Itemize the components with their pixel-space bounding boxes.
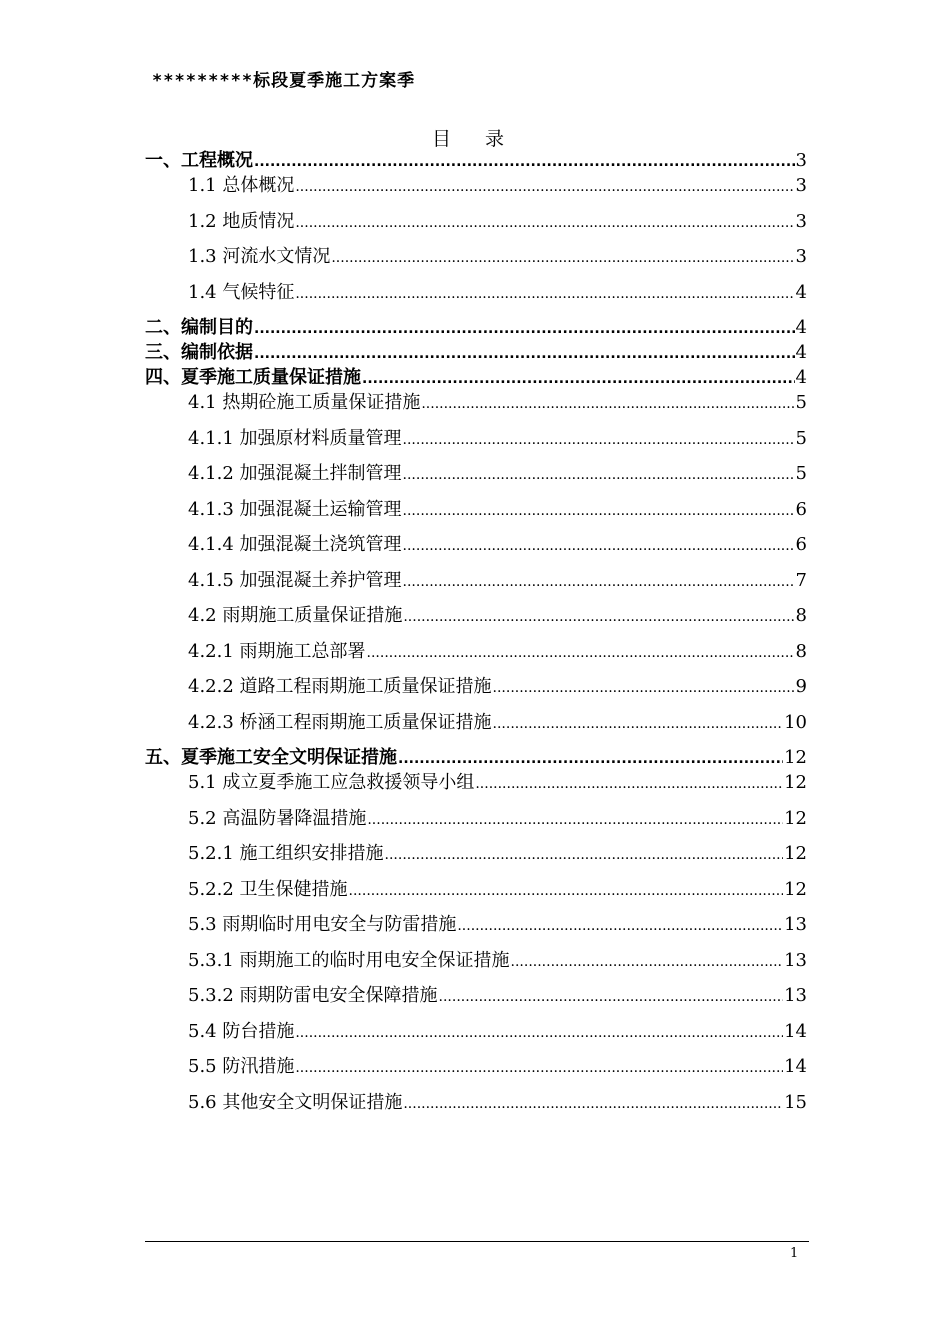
toc-entry-page-number: 12 xyxy=(784,747,807,768)
toc-entry-page-number: 15 xyxy=(784,1091,807,1113)
toc-entry-label: 5.2.2 卫生保健措施 xyxy=(188,878,348,900)
toc-entry-label: 1.4 气候特征 xyxy=(188,281,295,303)
toc-entry-label: 4.1.5 加强混凝土养护管理 xyxy=(188,569,402,591)
toc-entry-label: 四、夏季施工质量保证措施 xyxy=(145,367,361,388)
toc-dot-leader xyxy=(295,175,794,200)
toc-entry-label: 三、编制依据 xyxy=(145,342,253,363)
toc-entry-page-number: 4 xyxy=(795,367,807,388)
toc-entry-label: 5.3.2 雨期防雷电安全保障措施 xyxy=(188,985,438,1006)
footer-divider xyxy=(145,1241,809,1242)
toc-dot-leader xyxy=(403,463,795,488)
toc-entry-label: 5.2 高温防暑降温措施 xyxy=(188,807,367,829)
toc-entry-label: 1.3 河流水文情况 xyxy=(188,246,331,267)
toc-entry[interactable] xyxy=(145,461,807,497)
toc-entry[interactable] xyxy=(145,497,807,533)
toc-entry-page-number: 13 xyxy=(784,985,807,1006)
toc-entry[interactable] xyxy=(145,148,807,173)
toc-entry[interactable] xyxy=(145,390,807,426)
toc-entry[interactable] xyxy=(145,806,807,842)
toc-entry[interactable] xyxy=(145,912,807,948)
toc-dot-leader xyxy=(367,641,795,666)
toc-dot-leader xyxy=(367,808,783,833)
toc-entry-label: 4.1.3 加强混凝土运输管理 xyxy=(188,498,402,520)
toc-entry[interactable] xyxy=(145,244,807,280)
toc-entry[interactable] xyxy=(145,1090,807,1126)
toc-entry-page-number: 12 xyxy=(784,807,807,829)
toc-entry-label: 4.2.3 桥涵工程雨期施工质量保证措施 xyxy=(188,711,492,733)
toc-dot-leader xyxy=(403,570,795,595)
toc-entry-page-number: 12 xyxy=(784,878,807,900)
toc-entry[interactable] xyxy=(145,1054,807,1090)
toc-dot-leader xyxy=(403,534,795,559)
toc-dot-leader xyxy=(295,282,794,307)
toc-entry-label: 4.1.2 加强混凝土拌制管理 xyxy=(188,463,402,484)
toc-entry-page-number: 10 xyxy=(784,711,807,733)
toc-entry-page-number: 4 xyxy=(795,342,807,363)
toc-dot-leader xyxy=(475,772,783,797)
toc-entry[interactable] xyxy=(145,674,807,710)
toc-entry[interactable] xyxy=(145,209,807,245)
toc-entry-page-number: 4 xyxy=(795,317,807,338)
toc-title: 目 录 xyxy=(431,128,519,150)
toc-dot-leader xyxy=(511,950,784,975)
toc-entry-label: 5.1 成立夏季施工应急救援领导小组 xyxy=(188,772,475,793)
toc-entry[interactable] xyxy=(145,426,807,462)
toc-entry-page-number: 14 xyxy=(784,1020,807,1042)
toc-entry[interactable] xyxy=(145,745,807,770)
toc-dot-leader xyxy=(362,367,795,392)
toc-entry-label: 4.2 雨期施工质量保证措施 xyxy=(188,605,403,626)
toc-entry-page-number: 6 xyxy=(795,534,807,555)
footer-page-number: 1 xyxy=(790,1246,799,1261)
toc-entry-label: 五、夏季施工安全文明保证措施 xyxy=(145,747,397,768)
toc-entry-page-number: 14 xyxy=(784,1056,807,1077)
toc-entry-label: 4.1.4 加强混凝土浇筑管理 xyxy=(188,534,402,555)
toc-entry-page-number: 8 xyxy=(795,605,807,626)
toc-entry-page-number: 12 xyxy=(784,843,807,864)
toc-entry[interactable] xyxy=(145,639,807,675)
toc-entry-label: 一、工程概况 xyxy=(145,150,253,171)
toc-entry-label: 1.1 总体概况 xyxy=(188,175,295,196)
toc-entry[interactable] xyxy=(145,280,807,316)
toc-entry-page-number: 3 xyxy=(795,175,807,196)
toc-entry-page-number: 5 xyxy=(795,392,807,413)
toc-entry-label: 4.2.1 雨期施工总部署 xyxy=(188,640,366,662)
toc-entry-label: 4.1 热期砼施工质量保证措施 xyxy=(188,392,421,413)
toc-entry[interactable] xyxy=(145,568,807,604)
toc-entry[interactable] xyxy=(145,841,807,877)
toc-dot-leader xyxy=(403,499,795,524)
document-header-title: *********标段夏季施工方案季 xyxy=(152,71,416,91)
toc-dot-leader xyxy=(403,605,794,630)
toc-entry[interactable] xyxy=(145,948,807,984)
toc-entry-page-number: 3 xyxy=(795,210,807,232)
toc-entry-page-number: 9 xyxy=(795,676,807,697)
toc-dot-leader xyxy=(254,342,795,367)
toc-entry-page-number: 6 xyxy=(795,498,807,520)
toc-dot-leader xyxy=(295,1021,783,1046)
toc-entry-label: 5.5 防汛措施 xyxy=(188,1056,295,1077)
toc-dot-leader xyxy=(331,246,794,271)
toc-dot-leader xyxy=(295,1056,783,1081)
toc-entry-page-number: 13 xyxy=(784,949,807,971)
toc-dot-leader xyxy=(493,712,784,737)
toc-entry-label: 二、编制目的 xyxy=(145,317,253,338)
toc-dot-leader xyxy=(398,747,783,772)
toc-entry-page-number: 3 xyxy=(795,246,807,267)
toc-entry[interactable] xyxy=(145,532,807,568)
toc-dot-leader xyxy=(254,150,795,175)
toc-entry-label: 5.4 防台措施 xyxy=(188,1020,295,1042)
toc-entry-label: 5.3 雨期临时用电安全与防雷措施 xyxy=(188,914,457,935)
toc-dot-leader xyxy=(457,914,783,939)
toc-dot-leader xyxy=(254,317,795,342)
toc-entry-label: 4.2.2 道路工程雨期施工质量保证措施 xyxy=(188,676,492,697)
toc-entry-page-number: 7 xyxy=(795,569,807,591)
toc-entry-page-number: 8 xyxy=(795,640,807,662)
toc-dot-leader xyxy=(403,428,795,453)
toc-entry[interactable] xyxy=(145,315,807,340)
toc-dot-leader xyxy=(493,676,795,701)
toc-entry[interactable] xyxy=(145,340,807,365)
toc-entry-label: 1.2 地质情况 xyxy=(188,210,295,232)
toc-dot-leader xyxy=(295,211,794,236)
toc-entry[interactable] xyxy=(145,877,807,913)
toc-entry[interactable] xyxy=(145,770,807,806)
table-of-contents xyxy=(145,148,807,1125)
toc-entry[interactable] xyxy=(145,173,807,209)
toc-dot-leader xyxy=(385,843,784,868)
toc-entry[interactable] xyxy=(145,603,807,639)
toc-dot-leader xyxy=(403,1092,783,1117)
toc-entry-page-number: 13 xyxy=(784,914,807,935)
toc-entry-label: 5.3.1 雨期施工的临时用电安全保证措施 xyxy=(188,949,510,971)
toc-entry-label: 5.2.1 施工组织安排措施 xyxy=(188,843,384,864)
toc-entry-page-number: 3 xyxy=(795,150,807,171)
toc-entry-page-number: 5 xyxy=(795,427,807,449)
toc-entry-page-number: 4 xyxy=(795,281,807,303)
toc-entry-page-number: 12 xyxy=(784,772,807,793)
toc-entry[interactable] xyxy=(145,365,807,390)
toc-entry[interactable] xyxy=(145,983,807,1019)
toc-entry[interactable] xyxy=(145,1019,807,1055)
toc-dot-leader xyxy=(349,879,784,904)
toc-entry-label: 5.6 其他安全文明保证措施 xyxy=(188,1091,403,1113)
toc-dot-leader xyxy=(439,985,784,1010)
toc-entry[interactable] xyxy=(145,710,807,746)
toc-entry-page-number: 5 xyxy=(795,463,807,484)
toc-dot-leader xyxy=(421,392,794,417)
toc-entry-label: 4.1.1 加强原材料质量管理 xyxy=(188,427,402,449)
